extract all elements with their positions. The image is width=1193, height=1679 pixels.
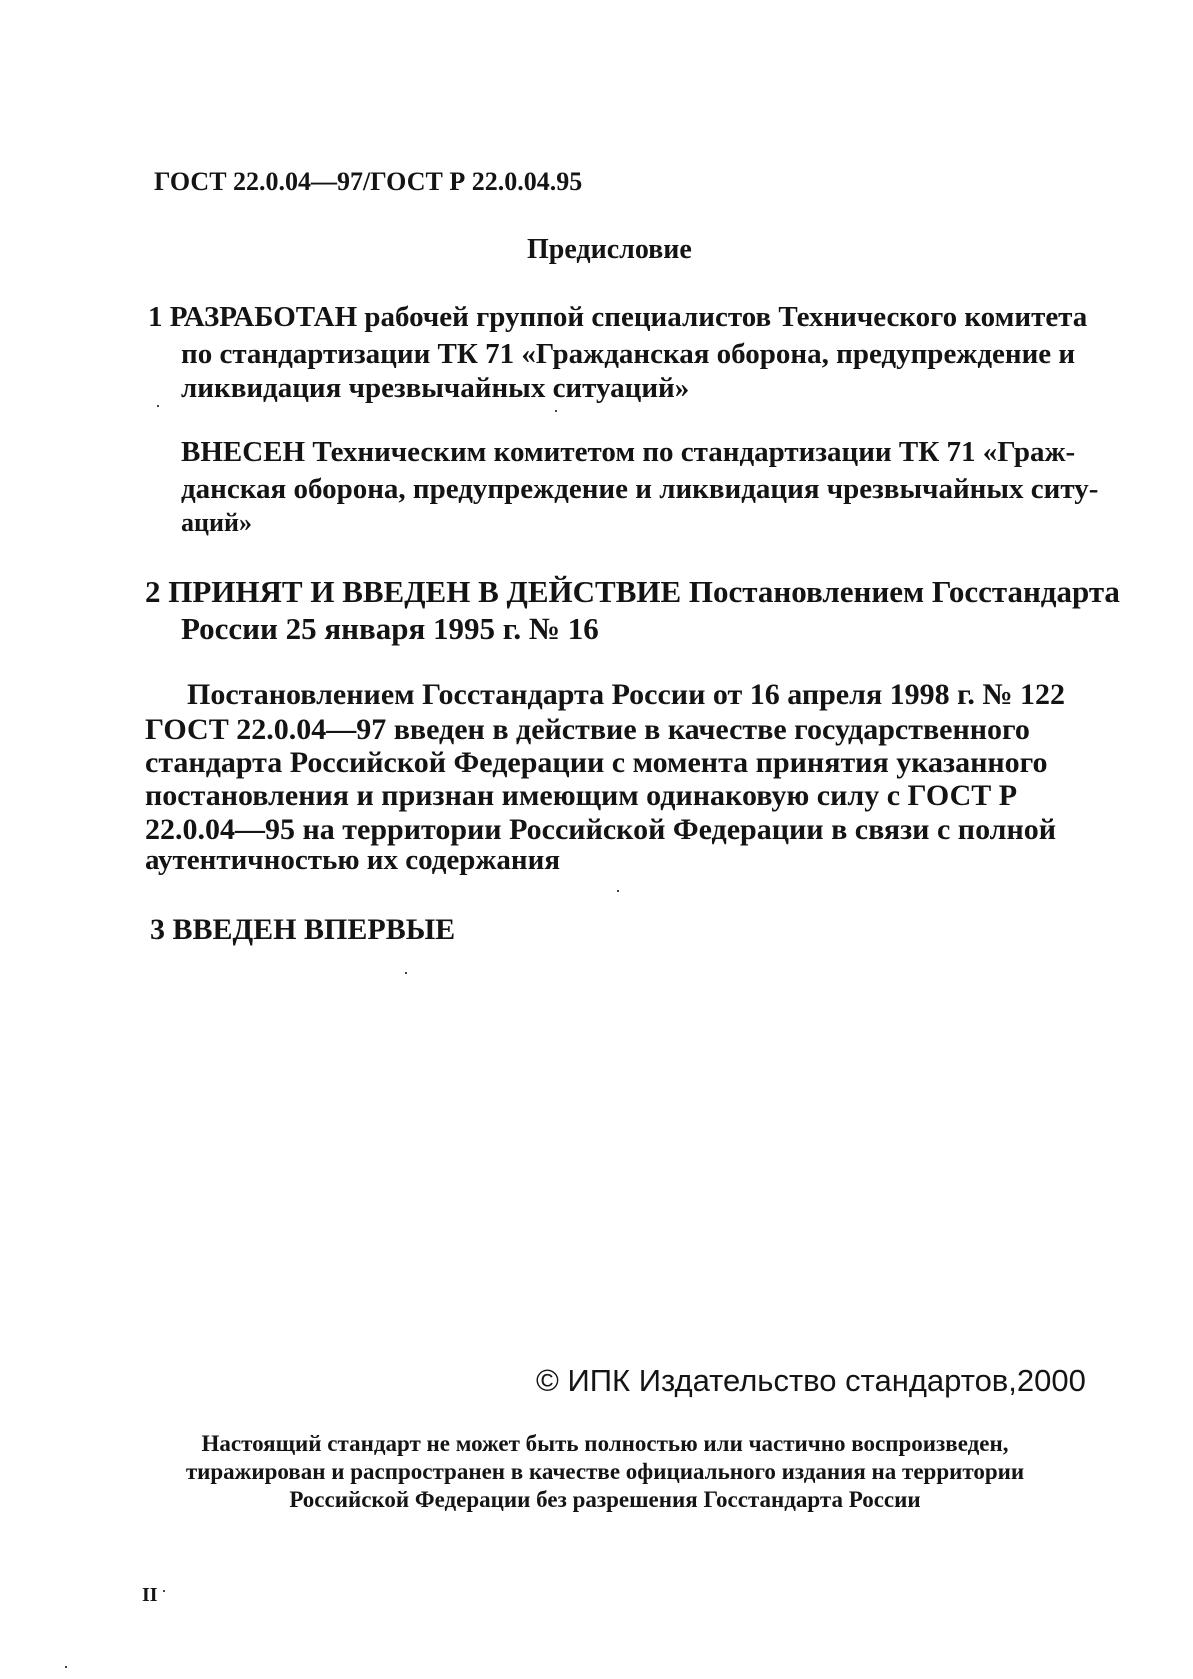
vnesen-line-3: аций» [181, 508, 252, 537]
resolution-line-6: аутентичностью их содержания [145, 844, 561, 876]
scan-speck [163, 1590, 165, 1592]
resolution-line-1: Постановлением Госстандарта России от 16 апреля 1998 г. № 122 [187, 678, 1066, 711]
resolution-line-4: постановления и признан имеющим одинаковую силу с ГОСТ Р [145, 779, 1018, 812]
vnesen-line-2: данская оборона, предупреждение и ликвидация чрезвычайных ситу- [181, 473, 1099, 505]
copyright-notice: © ИПК Издательство стандартов,2000 [536, 1363, 1086, 1398]
scan-speck [617, 890, 619, 892]
scan-speck [555, 410, 557, 412]
resolution-line-2: ГОСТ 22.0.04—97 введен в действие в качестве государственного [145, 713, 1030, 746]
page-number: II [142, 1584, 158, 1606]
notice-line-3: Российской Федерации без разрешения Госстандарта России [289, 1487, 921, 1512]
section-3: 3 ВВЕДЕН ВПЕРВЫЕ [150, 913, 456, 946]
section-2-line-1: 2 ПРИНЯТ И ВВЕДЕН В ДЕЙСТВИЕ Постановлением Госстандарта [145, 574, 1120, 609]
scan-speck [65, 1666, 67, 1668]
document-header: ГОСТ 22.0.04—97/ГОСТ Р 22.0.04.95 [154, 167, 583, 196]
resolution-line-5: 22.0.04—95 на территории Российской Федерации в связи с полной [145, 813, 1057, 846]
scan-speck [157, 405, 159, 407]
section-1-line-1: 1 РАЗРАБОТАН рабочей группой специалистов Технического комитета [148, 301, 1088, 333]
notice-line-2: тиражирован и распространен в качестве официального издания на территории [185, 1459, 1025, 1484]
vnesen-line-1: ВНЕСЕН Техническим комитетом по стандартизации ТК 71 «Граж- [181, 436, 1076, 468]
notice-line-1: Настоящий стандарт не может быть полностью или частично воспроизведен, [201, 1431, 1009, 1456]
section-2-line-2: России 25 января 1995 г. № 16 [181, 611, 599, 646]
reproduction-notice [140, 1430, 1070, 1514]
scan-speck [405, 972, 407, 974]
section-1-line-3: ликвидация чрезвычайных ситуаций» [181, 372, 690, 404]
resolution-line-3: стандарта Российской Федерации с момента принятия указанного [145, 746, 1048, 779]
preface-title: Предисловие [527, 234, 692, 265]
section-1-line-2: по стандартизации ТК 71 «Гражданская оборона, предупреждение и [181, 338, 1076, 370]
